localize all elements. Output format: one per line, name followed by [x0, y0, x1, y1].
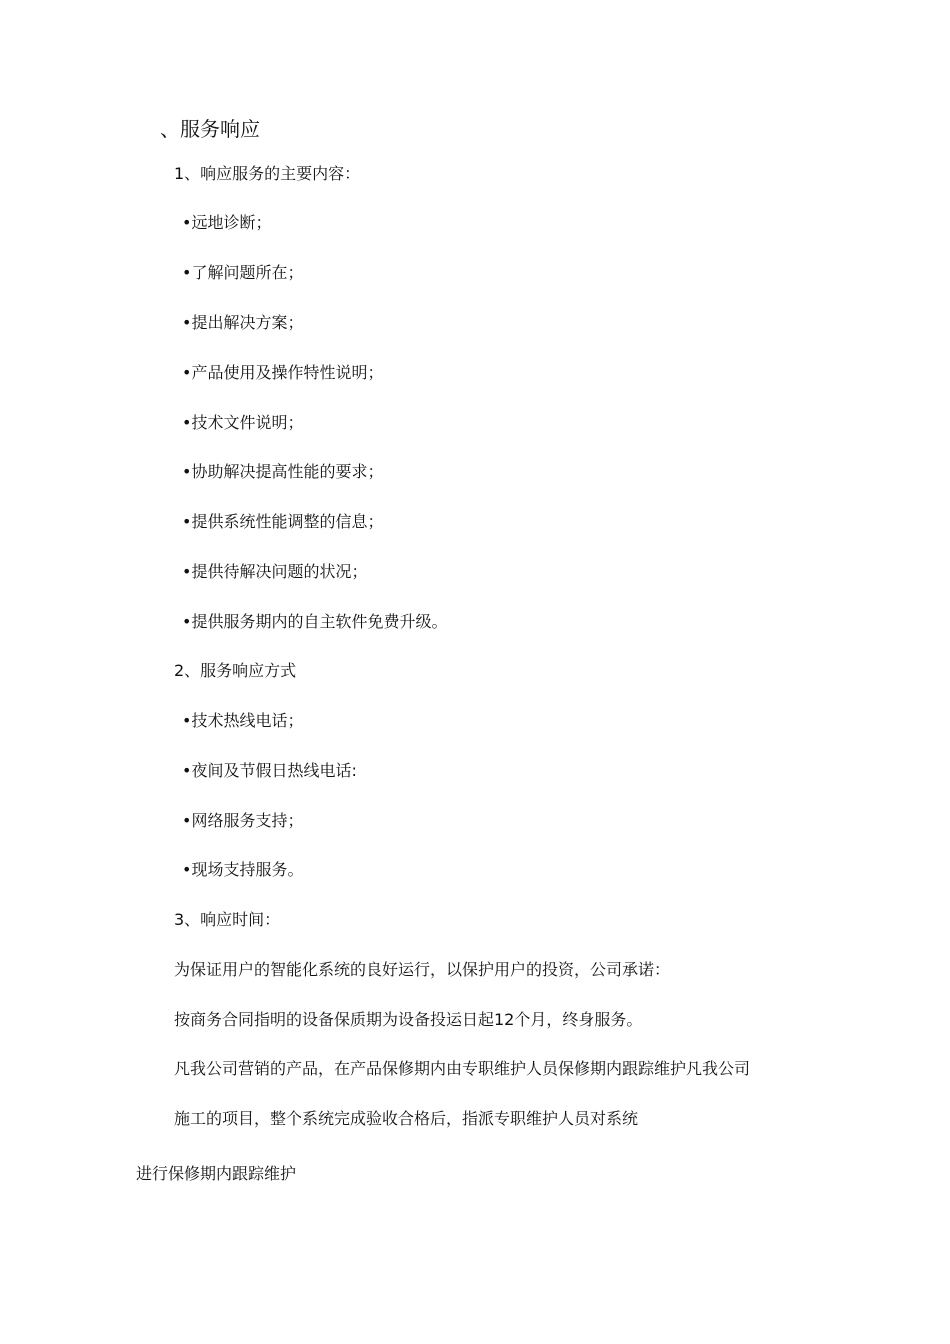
section1-title: 1、响应服务的主要内容：	[174, 164, 361, 183]
section3-title: 3、响应时间：	[174, 910, 281, 929]
paragraph: 为保证用户的智能化系统的良好运行，以保护用户的投资，公司承诺：	[174, 960, 671, 979]
paragraph: 凡我公司营销的产品，在产品保修期内由专职维护人员保修期内跟踪维护凡我公司	[174, 1059, 751, 1078]
paragraph-continuation: 进行保修期内跟踪维护	[136, 1164, 297, 1183]
list-item: •提供服务期内的自主软件免费升级。	[182, 612, 448, 631]
list-item: •技术文件说明；	[182, 413, 304, 432]
section2-title: 2、服务响应方式	[174, 661, 297, 680]
paragraph: 施工的项目，整个系统完成验收合格后，指派专职维护人员对系统	[174, 1109, 639, 1128]
list-item: •了解问题所在；	[182, 263, 304, 282]
list-item: •远地诊断；	[182, 213, 272, 232]
list-item: •提供待解决问题的状况；	[182, 562, 368, 581]
list-item: •技术热线电话；	[182, 711, 304, 730]
list-item: •产品使用及操作特性说明；	[182, 363, 384, 382]
list-item: •协助解决提高性能的要求；	[182, 462, 384, 481]
section-heading: 、服务响应	[160, 117, 260, 141]
list-item: •网络服务支持；	[182, 811, 304, 830]
paragraph: 按商务合同指明的设备保质期为设备投运日起12个月，终身服务。	[174, 1010, 643, 1029]
list-item: •提供系统性能调整的信息；	[182, 512, 384, 531]
list-item: •夜间及节假日热线电话:	[182, 761, 357, 780]
list-item: •提出解决方案；	[182, 313, 304, 332]
list-item: •现场支持服务。	[182, 860, 304, 879]
